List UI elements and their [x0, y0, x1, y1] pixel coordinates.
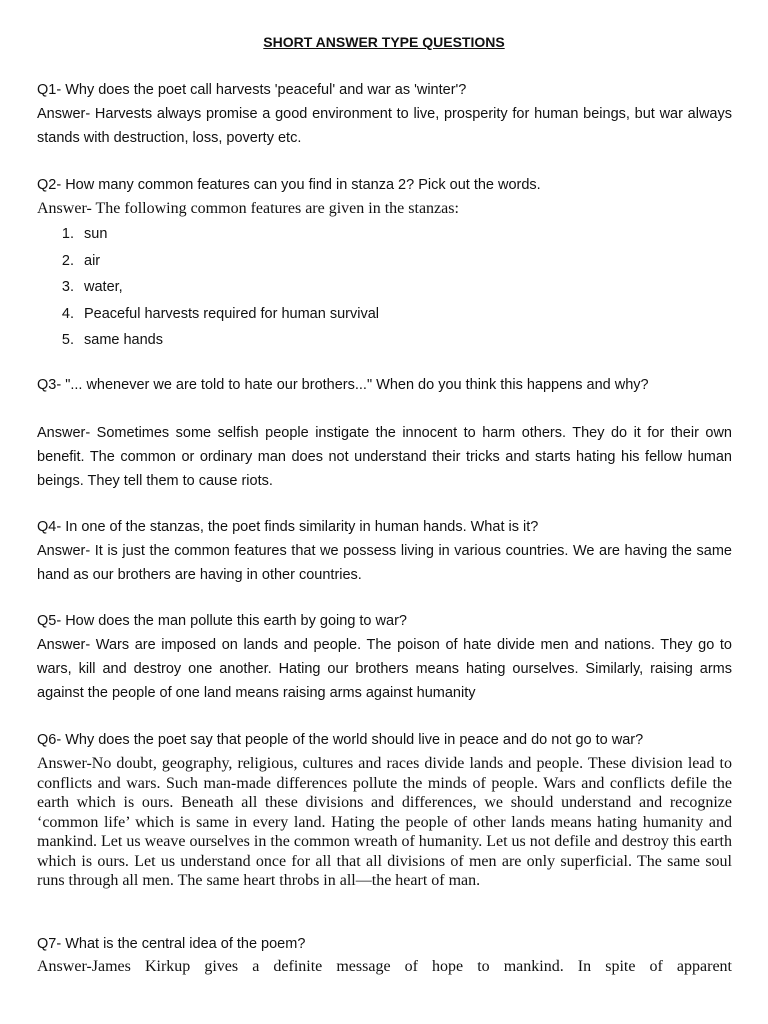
list-item-number: 2. — [61, 252, 74, 269]
q4-question: Q4- In one of the stanzas, the poet finds similarity in human hands. What is it? — [37, 519, 539, 535]
list-item — [37, 301, 732, 328]
q1-question: Q1- Why does the poet call harvests 'peaceful' and war as 'winter'? — [37, 82, 467, 98]
page-title: SHORT ANSWER TYPE QUESTIONS — [263, 34, 505, 50]
q2-feature-list — [37, 221, 732, 354]
list-item-text: air — [84, 252, 101, 269]
q1-answer: Answer- Harvests always promise a good environment to live, prosperity for human beings, but war always stands with destruction, loss, poverty etc. — [37, 106, 732, 146]
list-item — [37, 327, 732, 354]
q4-answer: Answer- It is just the common features that we possess living in various countries. We are having the same hand as our brothers are having in other countries. — [37, 543, 732, 583]
list-item — [37, 248, 732, 275]
q6-answer: Answer-No doubt, geography, religious, cultures and races divide lands and people. These division lead to conflicts and wars. Such man-made differences pollute the minds of people. Wars and conflicts defile the earth which is ours. Beneath all these divisions and differences, we should understand and recognize ‘common life’ which is same in every land. Hating the people of other lands means hating humanity and mankind. Let us weave ourselves in the common wreath of humanity. Let us not defile and destroy this earth which is ours. Let us understand once for all that all divisions of men are only superficial. The same soul runs through all men. The same heart throbs in all—the heart of man. — [37, 755, 732, 889]
q2-question: Q2- How many common features can you find in stanza 2? Pick out the words. — [37, 177, 541, 193]
q6-question: Q6- Why does the poet say that people of the world should live in peace and do not go to war? — [37, 732, 644, 748]
list-item-number: 3. — [61, 279, 74, 295]
list-item-number: 4. — [61, 305, 74, 322]
list-item-text: water, — [84, 279, 123, 295]
list-item-number: 5. — [61, 332, 74, 348]
q7-question: Q7- What is the central idea of the poem? — [37, 936, 306, 952]
list-item-text: sun — [84, 226, 108, 242]
list-item — [37, 274, 732, 301]
list-item-number: 1. — [61, 226, 74, 242]
q3-question: Q3- "... whenever we are told to hate our brothers..." When do you think this happens and why? — [37, 377, 649, 393]
q3-answer: Answer- Sometimes some selfish people instigate the innocent to harm others. They do it for their own benefit. The common or ordinary man does not understand their tricks and starts hating his fellow human beings. They tell them to cause riots. — [37, 425, 732, 489]
list-item-text: same hands — [84, 332, 163, 348]
q2-answer: Answer- The following common features are given in the stanzas: — [37, 200, 459, 217]
q5-answer: Answer- Wars are imposed on lands and people. The poison of hate divide men and nations. They go to wars, kill and destroy one another. Hating our brothers means hating ourselves. Similarly, raising arms against the people of one land means raising arms against humanity — [37, 637, 732, 701]
list-item-text: Peaceful harvests required for human survival — [84, 305, 379, 322]
q5-question: Q5- How does the man pollute this earth by going to war? — [37, 613, 407, 629]
list-item — [37, 221, 732, 248]
q7-answer: Answer-James Kirkup gives a definite message of hope to mankind. In spite of apparent — [37, 958, 732, 975]
